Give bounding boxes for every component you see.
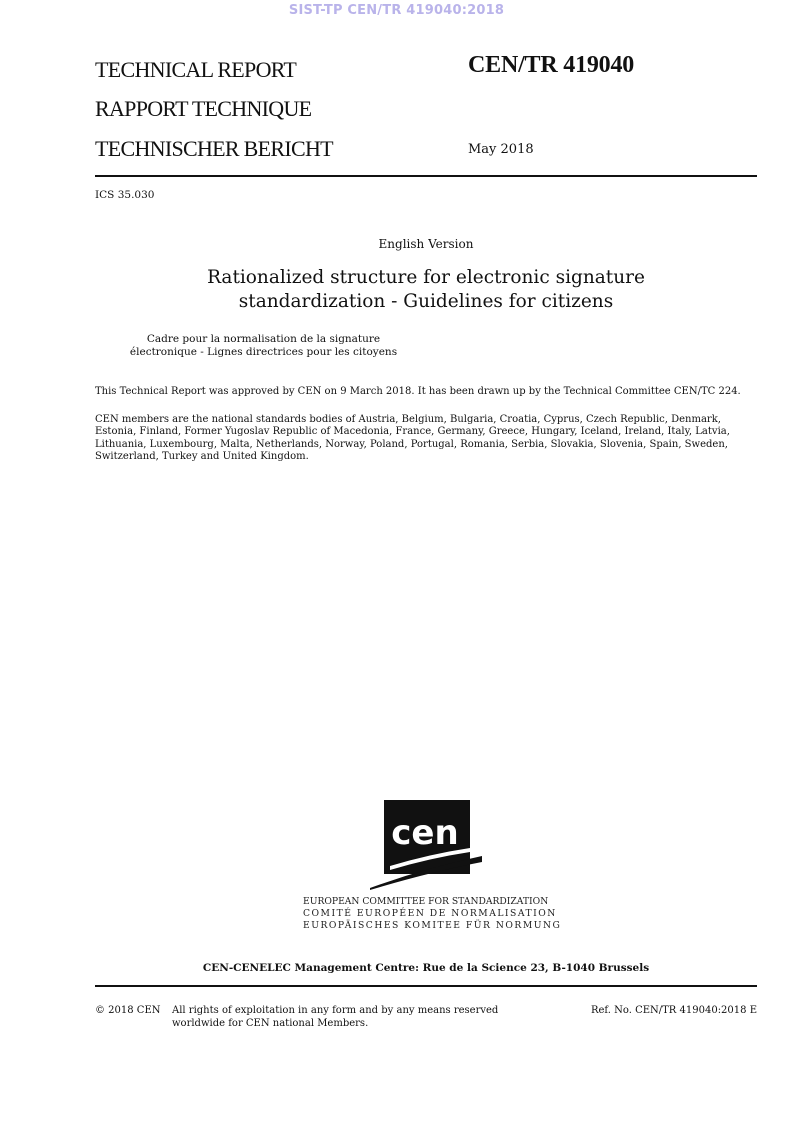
header-divider [95, 175, 757, 177]
rights-line-2: worldwide for CEN national Members. [172, 1017, 369, 1029]
document-title [0, 266, 793, 314]
cen-members-statement: CEN members are the national standards bodies of Austria, Belgium, Bulgaria, Croatia, Cyprus, Czech Republic, Denmark, Estonia, Finland, Former Yugoslav Republic of Macedonia, France, Germany, Greece, Hungary, Iceland, Ireland, Italy, Latvia, Lithuania, Luxembourg, Malta, Netherlands, Norway, Poland, Portugal, Romania, Serbia, Slovakia, Slovenia, Spain, Sweden, Switzerland, Turkey and United Kingdom. [95, 414, 730, 462]
french-title-line-2: électronique - Lignes directrices pour les citoyens [129, 346, 398, 358]
copyright: © 2018 CEN [95, 1005, 161, 1016]
footer-divider [95, 985, 757, 987]
document-type-english: TECHNICAL REPORT [95, 57, 297, 82]
rights-line-1: All rights of exploitation in any form and by any means reserved [172, 1005, 499, 1016]
committee-name-german: EUROPÄISCHES KOMITEE FÜR NORMUNG [303, 920, 562, 931]
document-type-german: TECHNISCHER BERICHT [95, 136, 333, 161]
ics-code: ICS 35.030 [95, 189, 155, 201]
publication-date: May 2018 [468, 142, 534, 157]
cen-logo-icon [370, 800, 482, 890]
french-title-line-1: Cadre pour la normalisation de la signature [146, 333, 381, 345]
document-title-line-2: standardization - Guidelines for citizens [238, 291, 614, 312]
watermark-header: SIST-TP CEN/TR 419040:2018 [288, 3, 505, 18]
french-title [95, 333, 432, 359]
document-title-line-1: Rationalized structure for electronic signature [207, 267, 645, 288]
rights-statement [172, 1005, 502, 1030]
management-centre-address: CEN-CENELEC Management Centre: Rue de la Science 23, B-1040 Brussels [202, 962, 650, 974]
language-version: English Version [378, 237, 474, 251]
cen-logo-text: cen [391, 813, 459, 853]
committee-name-french: COMITÉ EUROPÉEN DE NORMALISATION [303, 908, 557, 919]
document-number: CEN/TR 419040 [468, 52, 635, 78]
committee-names [303, 896, 562, 932]
committee-name-english: EUROPEAN COMMITTEE FOR STANDARDIZATION [303, 896, 549, 907]
approval-statement: This Technical Report was approved by CEN on 9 March 2018. It has been drawn up by the Technical Committee CEN/TC 224. [95, 386, 741, 397]
reference-number: Ref. No. CEN/TR 419040:2018 E [590, 1005, 757, 1016]
document-type-french: RAPPORT TECHNIQUE [95, 96, 312, 121]
